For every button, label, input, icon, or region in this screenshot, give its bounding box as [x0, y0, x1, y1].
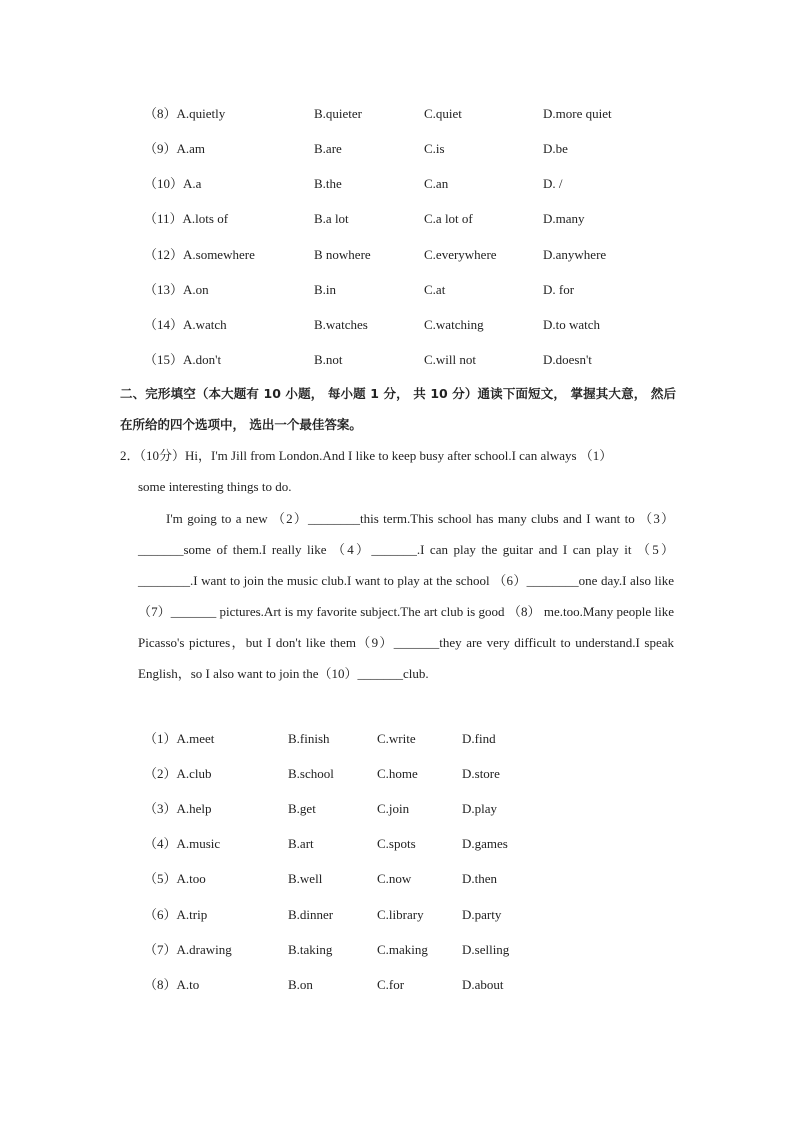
option-d: D.games — [462, 836, 508, 851]
question-number: 2．（10分） — [120, 448, 186, 463]
option-d: D.store — [462, 766, 500, 781]
passage-paragraph — [138, 503, 674, 689]
option-c: C.quiet — [424, 106, 462, 121]
question-first-line — [120, 446, 612, 466]
option-d: D. for — [543, 282, 575, 297]
option-d: D. / — [543, 176, 563, 191]
option-d: D.about — [462, 977, 504, 992]
option-c: C.spots — [377, 836, 416, 851]
option-b: B.art — [288, 836, 314, 851]
option-c: C.will not — [424, 352, 477, 367]
option-b: B.finish — [288, 731, 330, 746]
option-d: D.then — [462, 871, 498, 886]
option-c: C.join — [377, 801, 410, 816]
option-b: B.the — [314, 176, 342, 191]
option-c: C.now — [377, 871, 412, 886]
question-second-line: some interesting things to do. — [138, 479, 292, 494]
option-b: B.are — [314, 141, 342, 156]
option-a: （4）A.music — [144, 836, 221, 851]
option-a: （8）A.quietly — [144, 106, 226, 121]
option-c: C.is — [424, 141, 445, 156]
option-a: （1）A.meet — [144, 731, 215, 746]
option-a: （10）A.a — [144, 176, 202, 191]
option-b: B.a lot — [314, 211, 349, 226]
option-d: D.doesn't — [543, 352, 592, 367]
option-b: B.school — [288, 766, 334, 781]
option-a: （8）A.to — [144, 977, 200, 992]
option-c: C.write — [377, 731, 416, 746]
option-a: （11）A.lots of — [144, 211, 229, 226]
option-a: （3）A.help — [144, 801, 212, 816]
passage-text: I'm going to a new （2）________this term.This school has many clubs and I want to （3）_______some of them.I really like （4）_______.I can play the guitar and I can play it （5）________.I want to join the music club.I want to play at the school （6）________one day.I also like （7）_______ pictures.Art is my favorite subject.The art club is good （8） me.too.Many people like Picasso's pictures，but I don't like them（9）_______they are very difficult to understand.I speak English，so I also want to join the（10）_______club. — [138, 511, 674, 681]
option-b: B.taking — [288, 942, 333, 957]
option-d: D.more quiet — [543, 106, 612, 121]
option-a: （14）A.watch — [144, 317, 227, 332]
option-b: B.dinner — [288, 907, 334, 922]
option-c: C.a lot of — [424, 211, 473, 226]
option-b: B.not — [314, 352, 343, 367]
section-heading: 二、完形填空（本大题有 10 小题， 每小题 1 分， 共 10 分）通读下面短文， 掌握其大意， 然后在所给的四个选项中， 选出一个最佳答案。 — [120, 386, 676, 432]
option-b: B.in — [314, 282, 337, 297]
option-a: （9）A.am — [144, 141, 206, 156]
option-b: B.quieter — [314, 106, 363, 121]
option-a: （7）A.drawing — [144, 942, 232, 957]
option-c: C.for — [377, 977, 405, 992]
option-d: D.to watch — [543, 317, 601, 332]
option-b: B nowhere — [314, 247, 371, 262]
option-d: D.many — [543, 211, 585, 226]
option-b: B.on — [288, 977, 313, 992]
option-b: B.watches — [314, 317, 368, 332]
option-d: D.party — [462, 907, 502, 922]
option-c: C.home — [377, 766, 418, 781]
option-c: C.at — [424, 282, 446, 297]
option-b: B.get — [288, 801, 316, 816]
option-c: C.an — [424, 176, 449, 191]
option-d: D.anywhere — [543, 247, 607, 262]
option-d: D.selling — [462, 942, 510, 957]
option-a: （5）A.too — [144, 871, 206, 886]
option-c: C.watching — [424, 317, 484, 332]
option-a: （6）A.trip — [144, 907, 208, 922]
option-d: D.play — [462, 801, 498, 816]
option-c: C.library — [377, 907, 424, 922]
option-a: （2）A.club — [144, 766, 212, 781]
question-text: Hi，I'm Jill from London.And I like to keep busy after school.I can always （1） — [185, 448, 613, 463]
option-a: （12）A.somewhere — [144, 247, 255, 262]
option-d: D.find — [462, 731, 496, 746]
option-b: B.well — [288, 871, 323, 886]
option-c: C.making — [377, 942, 428, 957]
option-a: （13）A.on — [144, 282, 209, 297]
option-a: （15）A.don't — [144, 352, 222, 367]
option-d: D.be — [543, 141, 568, 156]
option-c: C.everywhere — [424, 247, 497, 262]
